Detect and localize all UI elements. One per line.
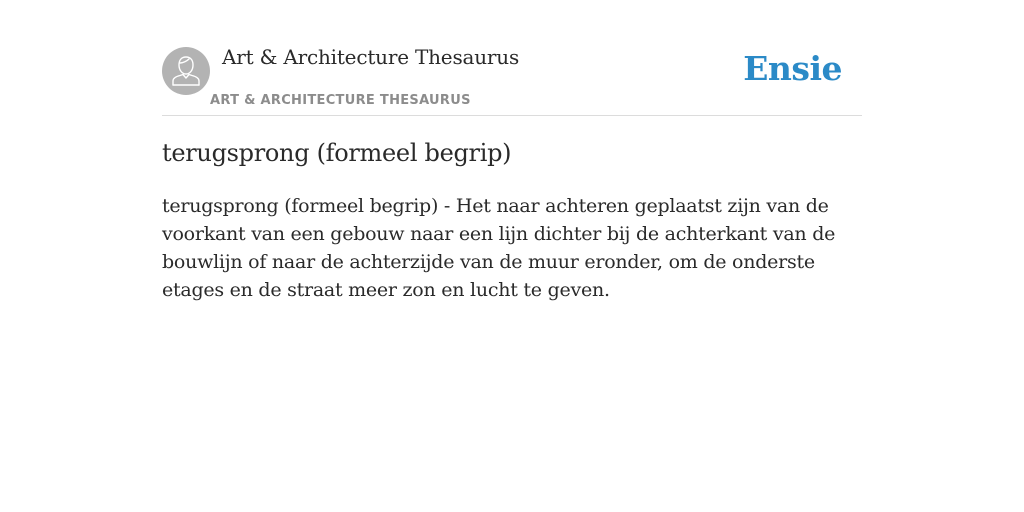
ensie-logo[interactable]: Ensie	[743, 49, 842, 88]
source-label[interactable]: ART & ARCHITECTURE THESAURUS	[210, 93, 471, 108]
page-content	[162, 0, 862, 301]
avatar[interactable]	[162, 47, 210, 95]
user-placeholder-icon	[162, 47, 210, 95]
definition-text: terugsprong (formeel begrip) - Het naar achteren geplaatst zijn van de voorkant van een gebouw naar een lijn dichter bij de achterkant van de bouwlijn of naar de achterzijde van de muur eronder, om de onderste etages en de straat meer zon en lucht te geven.	[162, 195, 836, 301]
author-name[interactable]: Art & Architecture Thesaurus	[222, 45, 520, 69]
page-header	[162, 0, 862, 116]
page-title: terugsprong (formeel begrip)	[162, 139, 512, 167]
